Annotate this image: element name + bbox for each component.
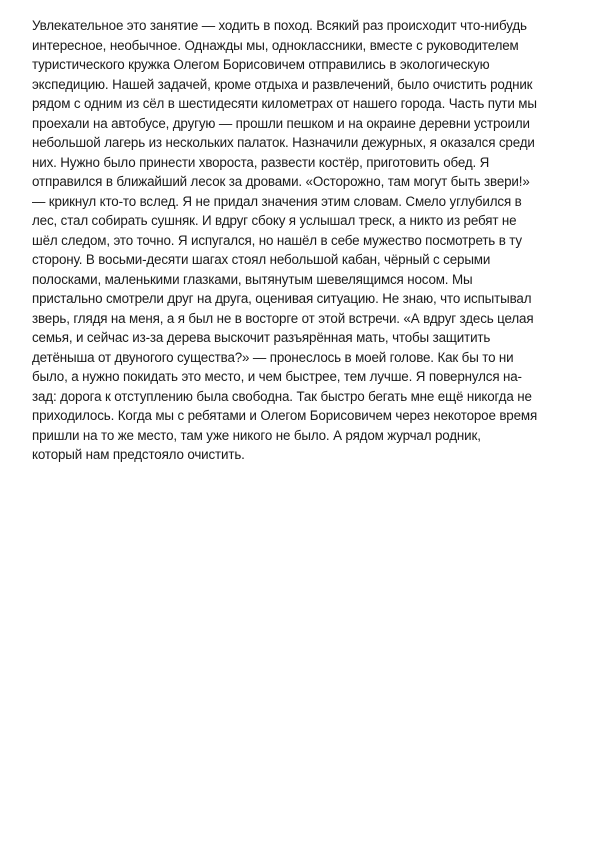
text-line-8: них. Нужно было принести хвороста, развести костёр, приготовить обед. Я (32, 154, 490, 170)
text-line-23: который нам предстояло очистить. (32, 447, 245, 462)
text-line-2: интересное, необычное. Однажды мы, одноклассники, вместе с руководителем (32, 37, 519, 53)
text-line-11: лес, стал собирать сушняк. И вдруг сбоку я услышал треск, а никто из ребят не (32, 213, 517, 228)
text-line-22: пришли на то же место, там уже никого не было. А рядом журчал родник, (32, 427, 481, 443)
text-line-16: зверь, глядя на меня, а я был не в восторге от этой встречи. «А вдруг здесь целая (32, 310, 534, 326)
text-line-3: туристического кружка Олегом Борисовичем отправились в экологическую (32, 57, 490, 72)
text-line-12: шёл следом, это точно. Я испугался, но нашёл в себе мужество посмотреть в ту (32, 232, 522, 248)
text-line-19: было, а нужно покидать это место, и чем быстрее, тем лучше. Я повернулся на- (32, 369, 522, 384)
text-line-7: небольшой лагерь из нескольких палаток. Назначили дежурных, я оказался среди (32, 135, 535, 150)
text-line-20: зад: дорога к отступлению была свободна. Так быстро бегать мне ещё никогда не (32, 388, 532, 404)
text-line-4: экспедицию. Нашей задачей, кроме отдыха и развлечений, было очистить родник (32, 76, 533, 92)
text-line-17: семья, и сейчас из-за дерева выскочит разъярённая мать, чтобы защитить (32, 330, 491, 345)
text-line-1: Увлекательное это занятие — ходить в поход. Всякий раз происходит что-нибудь (32, 18, 527, 33)
text-line-21: приходилось. Когда мы с ребятами и Олегом Борисовичем через некоторое время (32, 408, 538, 423)
text-line-5: рядом с одним из сёл в шестидесяти километрах от нашего города. Часть пути мы (32, 96, 537, 111)
text-line-13: сторону. В восьми-десяти шагах стоял небольшой кабан, чёрный с серыми (32, 252, 491, 267)
story-text (32, 16, 592, 465)
text-line-14: полосками, маленькими глазками, вытянутым шевелящимся носом. Мы (32, 271, 473, 287)
text-line-18: детёныша от двуногого существа?» — пронеслось в моей голове. Как бы то ни (32, 349, 514, 365)
text-line-15: пристально смотрели друг на друга, оценивая ситуацию. Не знаю, что испытывал (32, 291, 532, 306)
text-line-10: — крикнул кто-то вслед. Я не придал значения этим словам. Смело углубился в (32, 193, 522, 209)
text-line-9: отправился в ближайший лесок за дровами. «Осторожно, там могут быть звери!» (32, 174, 530, 189)
text-line-6: проехали на автобусе, другую — прошли пешком и на окраине деревни устроили (32, 115, 530, 131)
